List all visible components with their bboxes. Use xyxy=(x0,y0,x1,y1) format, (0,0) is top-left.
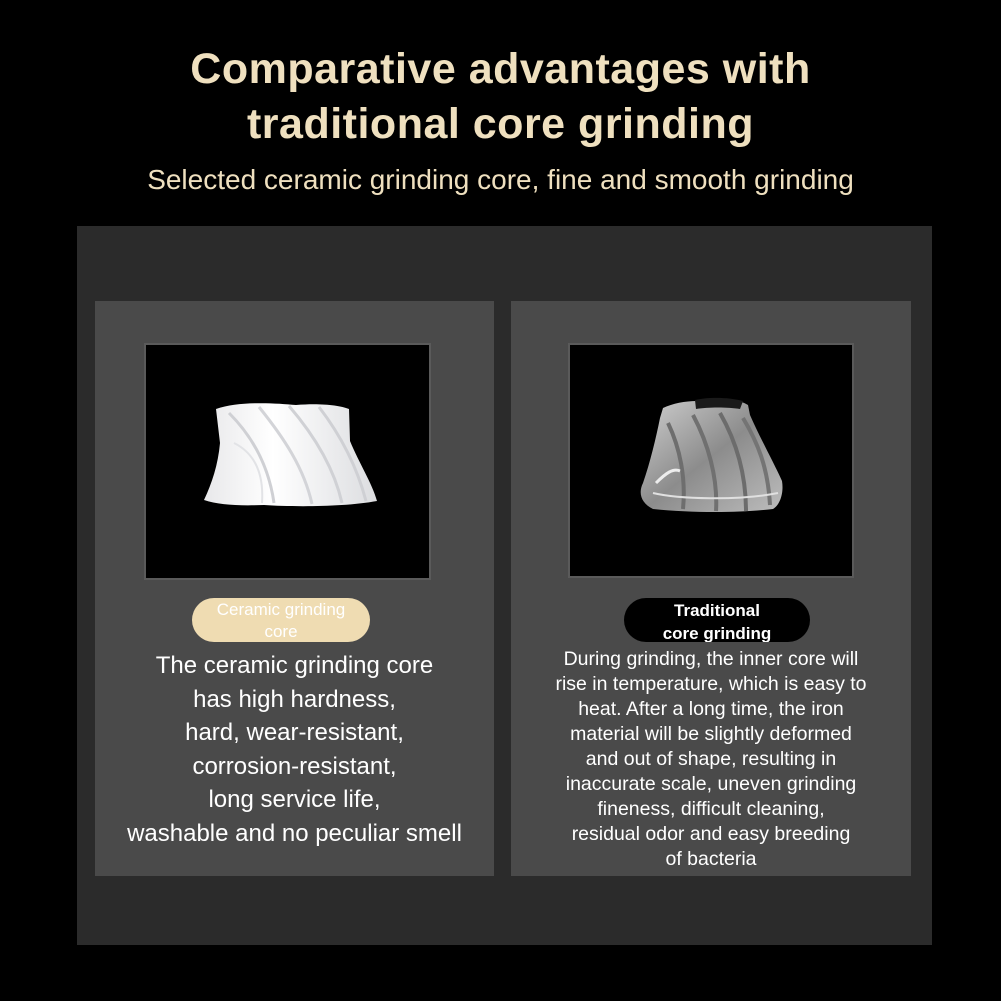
ceramic-desc-line: The ceramic grinding core xyxy=(155,652,434,679)
traditional-desc-line: inaccurate scale, uneven grinding xyxy=(565,773,857,795)
metal-burr-illustration xyxy=(568,343,854,578)
traditional-core-label xyxy=(624,598,810,642)
traditional-desc-line: During grinding, the inner core will xyxy=(563,648,859,670)
traditional-label-line-2: core grinding xyxy=(662,624,772,642)
ceramic-desc-line: corrosion-resistant, xyxy=(192,752,397,780)
traditional-desc-line: rise in temperature, which is easy to xyxy=(555,673,867,695)
traditional-desc-line: and out of shape, resulting in xyxy=(585,748,837,770)
ceramic-desc-line: washable and no peculiar smell xyxy=(127,819,462,847)
ceramic-label-line-1: Ceramic grinding xyxy=(216,600,346,619)
page-subtitle: Selected ceramic grinding core, fine and smooth grinding xyxy=(147,164,854,195)
page-title xyxy=(0,42,1001,152)
ceramic-desc-line: hard, wear-resistant, xyxy=(185,719,404,746)
traditional-desc-line: of bacteria xyxy=(665,848,757,870)
ceramic-desc-line: long service life, xyxy=(208,786,381,813)
traditional-core-image xyxy=(568,343,854,578)
title-line-1: Comparative advantages with xyxy=(190,45,811,93)
traditional-label-line-1: Traditional xyxy=(674,601,760,620)
ceramic-core-label xyxy=(192,598,370,642)
ceramic-burr-illustration xyxy=(144,343,431,580)
traditional-desc-line: residual odor and easy breeding xyxy=(571,823,851,845)
ceramic-desc-line: has high hardness, xyxy=(193,685,396,713)
traditional-core-card xyxy=(511,301,911,876)
ceramic-label-line-2: core xyxy=(264,622,298,641)
ceramic-description xyxy=(95,649,494,850)
traditional-desc-line: heat. After a long time, the iron xyxy=(578,698,844,720)
traditional-desc-line: material will be slightly deformed xyxy=(570,723,852,745)
ceramic-core-image xyxy=(144,343,431,580)
traditional-desc-line: fineness, difficult cleaning, xyxy=(597,798,825,820)
ceramic-core-card xyxy=(95,301,494,876)
traditional-description xyxy=(511,647,911,872)
title-line-2: traditional core grinding xyxy=(246,100,755,148)
